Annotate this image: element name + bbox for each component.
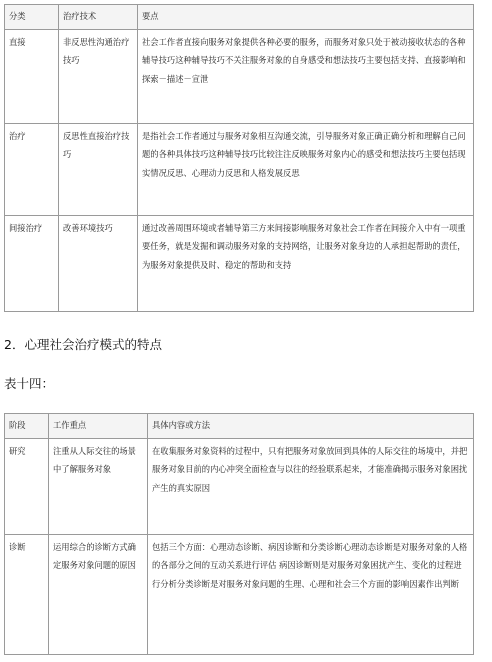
row-points: 通过改善周围环境或者辅导第三方来间接影响服务对象社会工作者在间接介入中有一项重要任务，就是发掘和调动服务对象的支持网络，让服务对象身边的人承担起帮助的责任，为服务对象提供及时、稳定的帮助和支持	[137, 216, 473, 311]
row-technique: 反思性直接治疗技巧	[58, 124, 137, 215]
header-points: 要点	[137, 5, 473, 29]
row-content: 在收集服务对象资料的过程中，只有把服务对象放回到具体的人际交往的场境中，并把服务对象目前的内心冲突全面检查与以往的经验联系起来，才能准确揭示服务对象困扰产生的真实原因	[147, 439, 473, 534]
row-points: 社会工作者直接向服务对象提供各种必要的服务，而服务对象只处于被动接收状态的各种辅导技巧这种辅导技巧不关注服务对象的自身感受和想法技巧主要包括支持、直接影响和探索－描述－宣泄	[137, 30, 473, 123]
row-points: 是指社会工作者通过与服务对象相互沟通交流，引导服务对象正确正确分析和理解自己问题的各种具体技巧这种辅导技巧比较注注反映服务对象内心的感受和想法技巧主要包括现实情况反思、心理动力反思和人格发展反思	[137, 124, 473, 215]
psychosocial-features-table	[4, 413, 474, 655]
table-row	[5, 438, 473, 534]
row-category: 直接	[9, 37, 26, 47]
table-header-row	[5, 414, 473, 438]
table-caption: 表十四：	[4, 376, 55, 391]
table-row	[5, 29, 473, 123]
header-category: 分类	[5, 5, 58, 29]
table-row	[5, 534, 473, 654]
row-stage: 诊断	[9, 542, 26, 552]
table-row	[5, 215, 473, 311]
row-content: 包括三个方面：心理动态诊断、病因诊断和分类诊断心理动态诊断是对服务对象的人格的各部分之间的互动关系进行评估 病因诊断则是对服务对象困扰产生、变化的过程进行分析分类诊断是对服务对象问题的生理、心理和社会三个方面的影响因素作出判断	[147, 535, 473, 654]
header-technique: 治疗技术	[58, 5, 137, 29]
row-category: 治疗	[9, 131, 26, 141]
row-technique: 非反思性沟通治疗技巧	[58, 30, 137, 123]
row-technique: 改善环境技巧	[58, 216, 137, 311]
row-focus: 注重从人际交往的场景中了解服务对象	[48, 439, 147, 534]
header-content: 具体内容或方法	[147, 414, 473, 438]
table-header-row	[5, 5, 473, 29]
header-stage: 阶段	[5, 414, 48, 438]
table-row	[5, 123, 473, 215]
row-stage: 研究	[9, 446, 26, 456]
row-category: 间接治疗	[9, 223, 43, 233]
treatment-techniques-table	[4, 4, 474, 312]
section-title: 2．心理社会治疗模式的特点	[4, 337, 162, 352]
row-focus: 运用综合的诊断方式确定服务对象问题的原因	[48, 535, 147, 654]
header-focus: 工作重点	[48, 414, 147, 438]
